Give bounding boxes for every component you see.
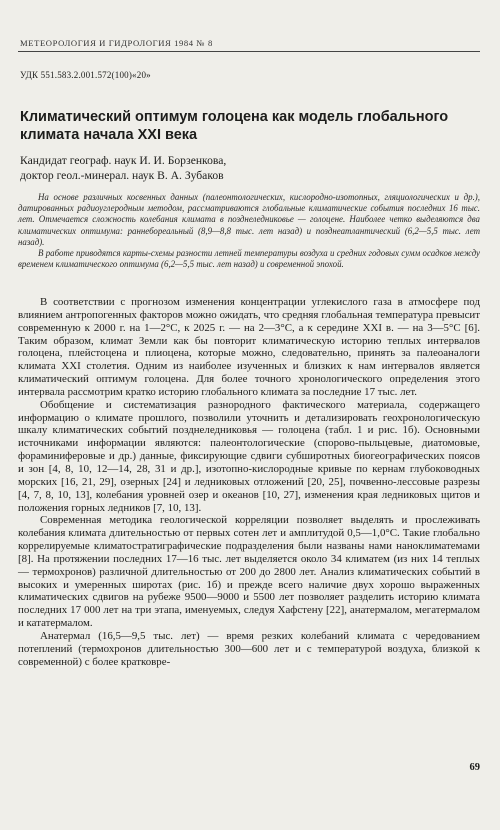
body-paragraph: В соответствии с прогнозом изменения концентрации углекислого газа в атмосфере под влиянием антропогенных факторов можно ожидать, что средняя глобальная температура превысит современную к 2000 г. на 1—2°С, к 2025 г. — на 2—3°С, а к середине XXI в. — на 3—5°С [6]. Таким образом, климат Земли как бы повторит климатическую историю теплых интервалов голоцена, плейстоцена и плиоцена, которые можно, следовательно, принять за палеоаналоги климата XXI столетия. Одним из наиболее изученных и близких к нам интервалов является климатический оптимум голоцена. Для более точного хронологического определения этого интервала рассмотрим кратко историю глобального климата за последние 17 тыс. лет.: [18, 296, 480, 398]
body-paragraph: Анатермал (16,5—9,5 тыс. лет) — время резких колебаний климата с чередованием потеплений (термохронов длительностью 300—600 лет и с температурой воздуха, близкой к современной) с более кратковре-: [18, 629, 480, 668]
abstract-paragraph: На основе различных косвенных данных (палеонтологических, кислородно-изотопных, гляциологических и др.), датированных радиоуглеродным методом, рассматриваются глобальные климатические события последних 16 тыс. лет. Отмечается сложность колебания климата в позднеледниковье — голоцене. Наиболее четко выделяются два климатических оптимума: раннебореальный (8,9—8,8 тыс. лет назад) и позднеатлантический (6,2—5,5 тыс. лет назад).: [18, 192, 480, 247]
author-line: Кандидат географ. наук И. И. Борзенкова,: [20, 154, 227, 167]
udk-code: УДК 551.583.2.001.572(100)«20»: [20, 70, 151, 80]
author-line: доктор геол.-минерал. наук В. А. Зубаков: [20, 169, 224, 182]
header-rule: [18, 51, 480, 52]
authors-block: [20, 153, 226, 183]
article-title: Климатический оптимум голоцена как модель глобального климата начала XXI века: [20, 109, 449, 143]
body-paragraph: Обобщение и систематизация разнородного фактического материала, содержащего информацию о климате прошлого, позволили уточнить и детализировать геохронологическую шкалу климатических событий позднеледниковья — голоцена (табл. 1 и рис. 1б). Основными источниками информации являются: палеонтологические (спорово-пыльцевые, диатомовые, фораминиферовые и др.) данные, фиксирующие сдвиги субширотных биогеографических поясов и зон [4, 8, 10, 12—14, 28, 31 и др.], изотопно-кислородные кривые по кернам глубоководных морских [16, 21, 29], озерных [24] и ледниковых отложений [20, 25], почвенно-лессовые разрезы [4, 7, 8, 10, 13], колебания уровней озер и океанов [10, 27], изменения края ледниковых щитов и положения горных ледников [7, 10, 13].: [18, 398, 480, 514]
article-body: [18, 296, 480, 668]
running-head: МЕТЕОРОЛОГИЯ И ГИДРОЛОГИЯ 1984 № 8: [20, 38, 213, 48]
page-number: 69: [469, 762, 480, 773]
abstract: [18, 192, 480, 270]
abstract-paragraph: В работе приводятся карты-схемы разности летней температуры воздуха и средних годовых сумм осадков между временем климатического оптимума (6,2—5,5 тыс. лет назад) и современной эпохой.: [18, 248, 480, 270]
body-paragraph: Современная методика геологической корреляции позволяет выделять и прослеживать колебания климата длительностью от первых сотен лет и амплитудой 0,5—1,0°С. Такие глобально коррелируемые климатостратиграфические подразделения были названы нами наноклиматемами [8]. На протяжении последних 17—16 тыс. лет выделяется около 34 климатем (из них 14 теплых — термохронов) различной длительностью от 200 до 2800 лет. Анализ климатических событий в высоких и умеренных широтах (рис. 1б) и прежде всего наличие двух хорошо выраженных климатических сдвигов на рубеже 9500—9000 и 5500 лет позволяет разделить историю климата последних 17 000 лет на три этапа, именуемых, следуя Хафстену [22], анатермалом, мегатермалом и кататермалом.: [18, 514, 480, 630]
